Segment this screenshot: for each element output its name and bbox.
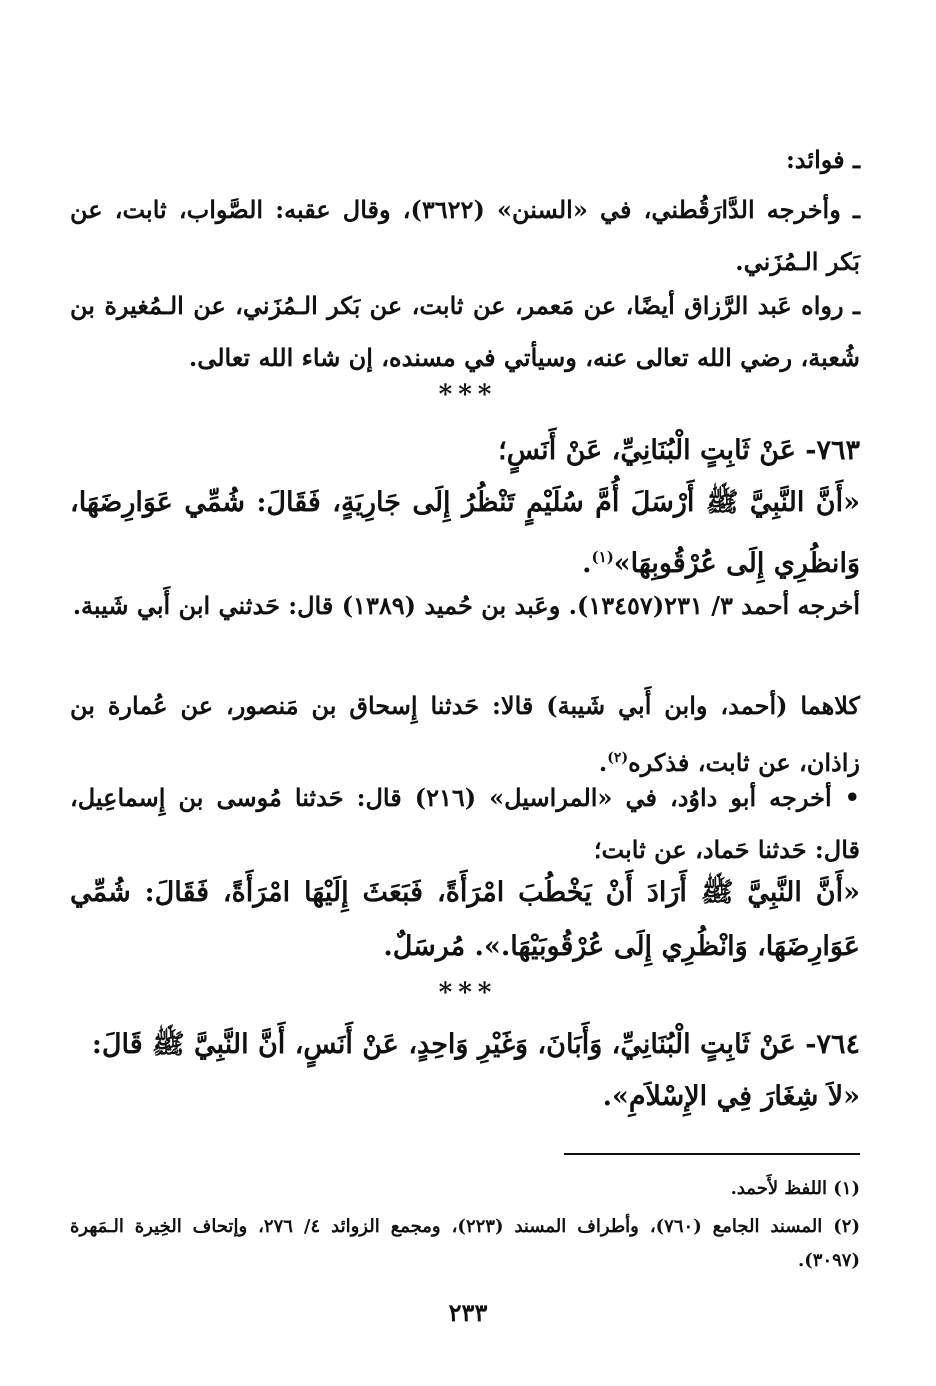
mursal-abu-dawud: • أخرجه أبو داوُد، في «المراسيل» (٢١٦) قال: حَدثنا مُوسى بن إِسماعِيل، قال: حَدثنا حَماد، عن ثابت؛ — [70, 783, 860, 864]
hadith-764-matn: «لاَ شِغَارَ فِي الإِسْلاَمِ». — [602, 1081, 860, 1112]
fawaid-heading: ـ فوائد: — [785, 145, 860, 174]
footnote-2: (٢) المسند الجامع (٧٦٠)، وأطراف المسند (٢٢٣)، ومجمع الزوائد ٤/ ٢٧٦، وإتحاف الخِيرة الـمَهرة (٣٠٩٧). — [70, 1216, 860, 1271]
footnote-1: (١) اللفظ لأَحمد. — [730, 1178, 860, 1199]
takhrij-ahmad: أخرجه أحمد ٣/ ٢٣١(١٣٤٥٧). وعَبد بن حُميد (١٣٨٩) قال: حَدثني ابن أَبي شَيبة. — [72, 591, 860, 620]
section-separator: *** — [438, 978, 498, 1008]
hadith-763-matn — [70, 476, 860, 591]
hadith-763-matn-text: «أَنَّ النَّبِيَّ ﷺ أَرْسَلَ أُمَّ سُلَيْمٍ تَنْظُرُ إِلَى جَارِيَةٍ، فَقَالَ: شُمِّي عَوَارِضَهَا، وَانظُرِي إِلَى عُرْقُوبِهَا» — [70, 487, 860, 579]
paragraph-abdurrazzaq: ـ رواه عَبد الرَّزاق أيضًا، عن مَعمر، عن ثابت، عن بَكر الـمُزَني، عن الـمُغيرة بن شُعبة، رضي الله تعالى عنه، وسيأتي في مسنده، إن شاء الله تعالى. — [70, 291, 860, 372]
footnote-ref-1: (١) — [591, 548, 614, 566]
mursal-matn: «أَنَّ النَّبِيَّ ﷺ أَرَادَ أَنْ يَخْطُبَ امْرَأَةً، فَبَعَثَ إِلَيْهَا امْرَأَةً، فَقَالَ: شُمِّي عَوَارِضَهَا، وَانْظُرِي إِلَى عُرْقُوبَيْهَا.». مُرسَلٌ. — [70, 877, 860, 962]
hadith-763-isnad: ٧٦٣- عَنْ ثَابِتٍ الْبُنَانِيِّ، عَنْ أَنَسٍ؛ — [498, 435, 860, 466]
takhrij-kilahuma-end: . — [598, 748, 608, 777]
footnote-ref-2: (٢) — [607, 750, 629, 766]
footnote-rule — [564, 1153, 860, 1155]
paragraph-daraqutni: ـ وأخرجه الدَّارَقُطني، في «السنن» (٣٦٢٢)، وقال عقبه: الصَّواب، ثابت، عن بَكر الـمُزَني. — [70, 195, 860, 276]
section-separator: *** — [438, 380, 498, 410]
page-number: ٢٣٣ — [448, 1298, 488, 1327]
hadith-763-matn-end: . — [582, 548, 592, 579]
takhrij-kilahuma-text: كلاهما (أحمد، وابن أَبي شَيبة) قالا: حَدثنا إِسحاق بن مَنصور، عن عُمارة بن زاذان، عن ثابت، فذكره — [70, 691, 860, 777]
hadith-764-isnad: ٧٦٤- عَنْ ثَابِتٍ الْبُنَانِيِّ، وَأَبَانَ، وَغَيْرِ وَاحِدٍ، عَنْ أَنَسٍ، أَنَّ النَّبِيَّ ﷺ قَالَ: — [91, 1029, 860, 1060]
